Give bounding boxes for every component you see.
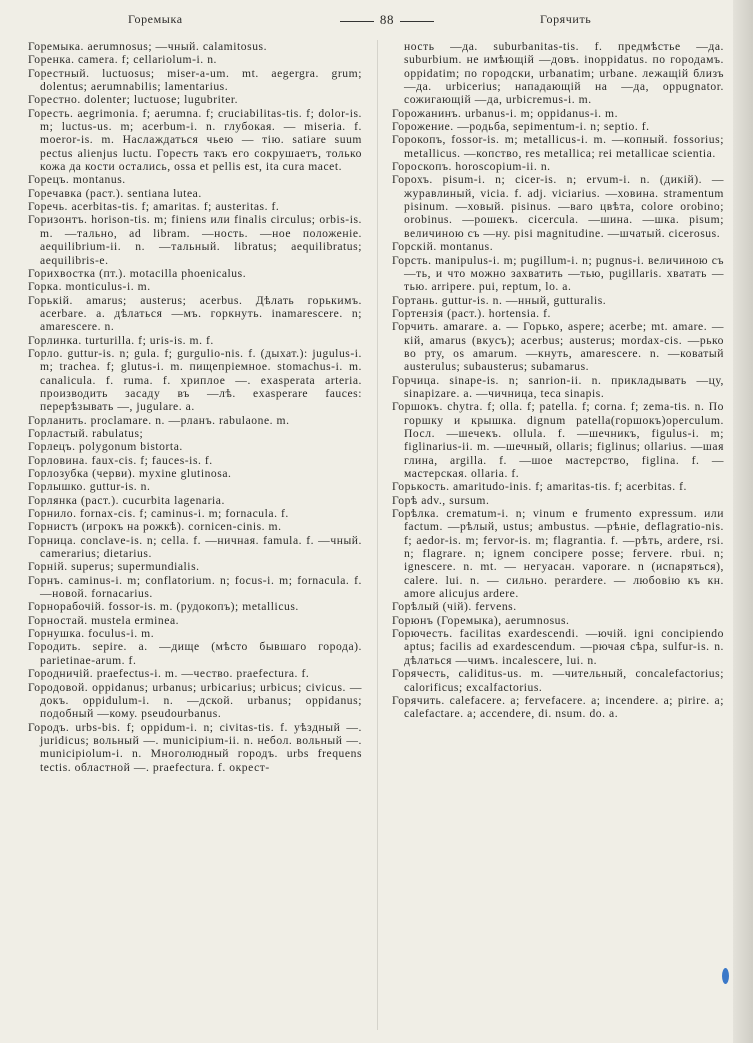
dictionary-entry: Горячесть, caliditus-us. m. —чительный, concalefactorius; calorificus; excalfactorius. [392,667,724,694]
dictionary-entry: Горчить. amarare. a. — Горько, aspere; acerbe; mt. amare. —кій, amarus (вкусъ); acerbus; austerus; mordax-cis. —рько во рту, os amarum. —кнуть, amarescere. n. —коватый austerulus; subausterus; subamarus. [392,320,724,374]
dictionary-entry: Горлинка. turturilla. f; uris-is. m. f. [28,333,214,347]
dictionary-entry: Горчица. sinape-is. n; sanrion-ii. n. прикладывать —цу, sinapizare. a. —чичница, teca sinapis. [392,373,724,400]
dictionary-entry: Горокопъ, fossor-is. m; metallicus-i. m. —копный. fossorius; metallicus. —копство, res metallica; rei metallicae scientia. [392,133,724,160]
running-head-right: Горячить [540,12,592,26]
dictionary-entry: Гортань. guttur-is. n. —нный, gutturalis. [392,293,607,307]
dictionary-entry: Горластый. rabulatus; [28,426,144,440]
page-number: 88 [332,12,442,28]
dictionary-entry: Горній. superus; supermundialis. [28,560,200,574]
right-column [392,40,724,721]
dictionary-entry: Горлозубка (черви). myxine glutinosa. [28,467,232,480]
dictionary-entry: Горѣлка. crematum-i. n; vinum e frumento expressum. или factum. —рѣлый, ustus; ambustus. —рѣніе, deflagratio-nis. f; aedor-is. m; fervor-is. m; flagrantia. f. —рѣть, ardere, rsi. n; flagrare. n; ignem concipere posse; fervere. rbui. n; ignescere. n. mt. — негуасан. vaporare. n (испаряться), calere. lui. n. — сильно. perardere. — любовію къ кн. amore alicujus ardere. [392,507,724,601]
dictionary-entry: Горожение. —родьба, sepimentum-i. n; septio. f. [392,120,650,134]
dictionary-entry: Горсть. manipulus-i. m; pugillum-i. n; pugnus-i. величиною съ —ть, и что можно захватить —тью, pugillaris. хватать —тью. arripere. pui, reptum, lo. a. [392,253,724,294]
dictionary-entry: Горностай. mustela erminea. [28,613,180,627]
dictionary-entry: Горнистъ (игрокъ на рожкѣ). cornicen-cinis. m. [28,520,282,534]
dictionary-entry: Горло. guttur-is. n; gula. f; gurgulio-nis. f. (дыхат.): jugulus-i. m; trachea. f; glutus-i. m. пищепріемное. stomachus-i. m. canalicula. f. ruma. f. хриплое —. exasperata arteria. производить засаду въ —лѣ. exasperare fauces: перерѣзывать —, jugulare. a. [28,346,362,414]
dictionary-entry: Гороскопъ. horoscopium-ii. n. [392,160,551,174]
dictionary-entry: Горюнъ (Горемыка), aerumnosus. [392,613,570,627]
dictionary-entry: Горница. conclave-is. n; cella. f. —ничная. famula. f. —чный. camerarius; dietarius. [28,533,362,561]
dictionary-entry: Горенка. camera. f; cellariolum-i. n. [28,53,217,67]
dictionary-entry: Гортензія (раст.). hortensia. f. [392,306,551,320]
dictionary-entry: Горлецъ. polygonum bistorta. [28,440,183,454]
dictionary-entry: Горскій. montanus. [392,240,494,254]
dictionary-entry: Горячить. calefacere. a; fervefacere. a; incendere. a; pirire. a; calefactare. a; accendere, di. nsum. do. a. [392,693,724,721]
running-head-left: Горемыка [128,12,183,26]
dictionary-entry: Горесть. aegrimonia. f; aerumna. f; cruciabilitas-tis. f; dolor-is. m; luctus-us. m; acerbum-i. n. глубокая. — miseria. f. moeror-is. m. Наслаждаться чьею — тію. satiare suum pectus alienjus luctu. Горесть такъ его сокрушаетъ, только кожа да кости остались, ossa et pellis est, ita cura macet. [28,106,362,174]
dictionary-entry: Горизонтъ. horison-tis. m; finiens или finalis circulus; orbis-is. m. —тально, ad libram. —ность. —ное положеніе. aequilibrium-ii. n. —тальный. libratus; aequilibratus; aequilibris-e. [28,213,362,267]
dictionary-entry: Горнило. fornax-cis. f; caminus-i. m; fornacula. f. [28,507,289,521]
dictionary-entry: Городовой. oppidanus; urbanus; urbicarius; urbicus; civicus. —докъ. oppidulum-i. n. —дской. urbanus; oppidanus; подобный —кому. pseudourbanus. [28,680,362,721]
dictionary-entry: Горохъ. pisum-i. n; cicer-is. n; ervum-i. n. (дикій). — журавлиный, vicia. f. adj. viciarius. —ховина. stramentum pisinum. —ховый. pisinus. —ваго цвѣта, colore orobino; orobinus. —рошекъ. cicercula. —шина. —шка. pisum; величиною съ —ну. pisi magnitudine. —шчатый. cicerosus. [392,173,724,240]
dictionary-entry: Горечавка (раст.). sentiana lutea. [28,186,202,200]
dictionary-entry: Горлышко. guttur-is. n. [28,480,151,494]
dictionary-entry: Горланить. proclamare. n. —рланъ. rabulaone. m. [28,413,290,427]
dictionary-entry: Горка. monticulus-i. m. [28,280,151,294]
dictionary-entry: Горнорабочій. fossor-is. m. (рудокопъ); metallicus. [28,600,299,614]
dictionary-entry: Горнушка. foculus-i. m. [28,627,155,641]
dictionary-entry: Горшокъ. chytra. f; olla. f; patella. f; corna. f; zema-tis. n. По горшку и крышка. dignum patella(горшокъ)operculum. Посл. —шечекъ. ollula. f. —шечникъ, figulus-i. m; figlinarius-ii. m. —шечный, ollaris; figlinus; ollarius. —шая глина, argilla. f. —шое мастерство, figlina. f. — мастерская. ollaria. f. [392,400,724,480]
dictionary-entry: Горнъ. caminus-i. m; conflatorium. n; focus-i. m; fornacula. f. —новой. fornacarius. [28,573,362,601]
dictionary-entry: Горькость. amaritudo-inis. f; amaritas-tis. f; acerbitas. f. [392,480,687,494]
dictionary-entry: Горечь. acerbitas-tis. f; amaritas. f; austeritas. f. [28,200,280,214]
left-column [28,40,362,774]
dictionary-entry: Горловина. faux-cis. f; fauces-is. f. [28,453,213,467]
dictionary-entry: Горестный. luctuosus; miser-a-um. mt. aegergra. grum; dolentus; aerumnabilis; lamentarius. [28,66,362,94]
dictionary-entry: Горлянка (раст.). cucurbita lagenaria. [28,493,225,507]
dictionary-entry: Городъ. urbs-bis. f; oppidum-i. n; civitas-tis. f. уѣздный —. juridicus; вольный —. municipium-ii. n. небол. вольный —. municipiolum-i. n. Многолюдный городъ. urbs frequens tectis. областной —. praefectura. f. окрест- [28,720,362,774]
dictionary-entry: Горѣлый (чій). fervens. [392,600,517,614]
dictionary-entry: Городить. sepire. a. —дище (мѣсто бывшаго города). parietinae-arum. f. [28,640,362,667]
column-divider [377,40,378,1030]
dictionary-entry: Городничій. praefectus-i. m. —чество. praefectura. f. [28,667,310,681]
blue-ink-mark [722,968,729,984]
dictionary-entry: Горемыка. aerumnosus; —чный. calamitosus. [28,40,268,53]
dictionary-entry: Горючесть. facilitas exardescendi. —ючій. igni concipiendo aptus; facilis ad exardescendum. —рючая сѣра, sulfur-is. n. дѣлаться —чимъ. incalescere, lui. n. [392,627,724,667]
dictionary-entry: Горѣ adv., sursum. [392,493,490,507]
dictionary-entry: ность —да. suburbanitas-tis. f. предмѣстье —да. suburbium. не имѣющій —довъ. inoppidatus. по городамъ. oppidatim; по городски, urbanatim; urbane. лежащій близъ —да. urbicerius; нападающій на —да, oppugnator. сожигающій —да, urbicremus-i. m. [404,40,724,107]
dictionary-entry: Горестно. dolenter; luctuose; lugubriter. [28,93,239,107]
dictionary-entry: Горецъ. montanus. [28,173,126,187]
dictionary-entry: Горожанинъ. urbanus-i. m; oppidanus-i. m. [392,106,619,120]
dictionary-entry: Горихвостка (пт.). motacilla phoenicalus. [28,266,247,280]
dictionary-entry: Горькій. amarus; austerus; acerbus. Дѣлать горькимъ. acerbare. a. дѣлаться —мъ. горкнуть. inamarescere. n; amarescere. n. [28,293,362,334]
page-edge-shadow [733,0,753,1043]
